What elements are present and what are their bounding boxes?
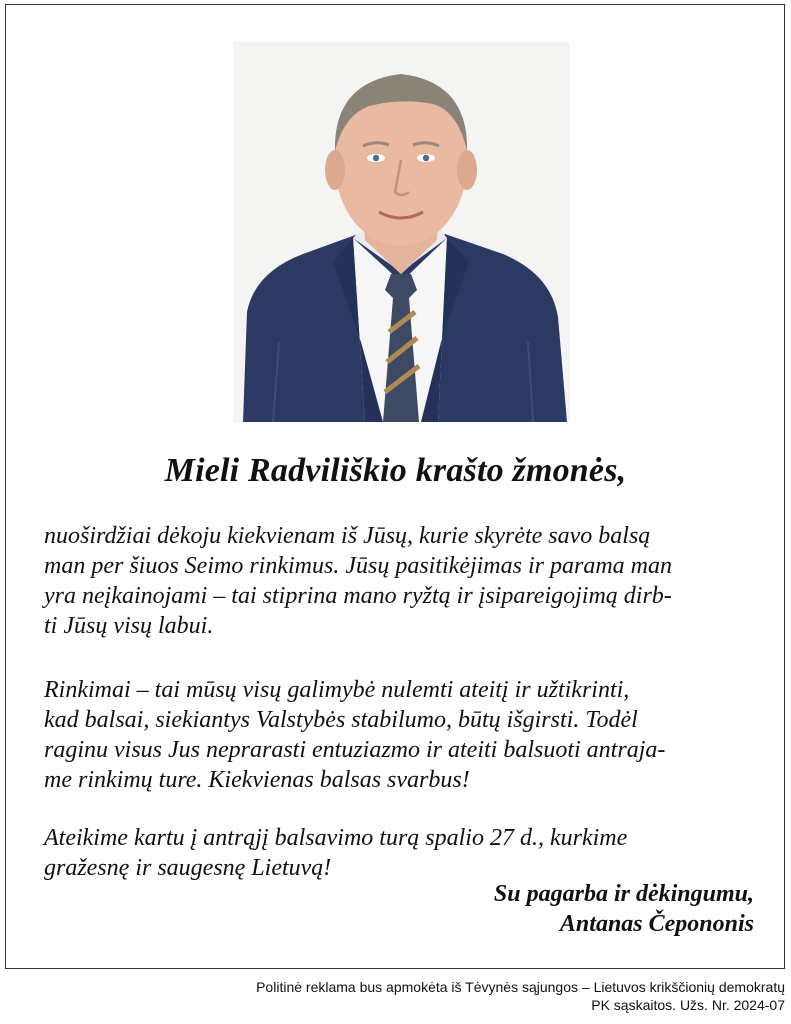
disclaimer-line: PK sąskaitos. Užs. Nr. 2024-07	[591, 997, 785, 1013]
paragraph-line: ti Jūsų visų labui.	[44, 613, 214, 639]
paragraph-line: man per šiuos Seimo rinkimus. Jūsų pasitikėjimas ir parama man	[44, 553, 672, 579]
disclaimer-line: Politinė reklama bus apmokėta iš Tėvynės sąjungos – Lietuvos krikščionių demokratų	[256, 979, 785, 995]
paragraph-call-to-action	[44, 823, 756, 883]
paragraph-line: yra neįkainojami – tai stiprina mano ryžtą ir įsipareigojimą dirb-	[44, 583, 672, 609]
paragraph-line: raginu visus Jus neprarasti entuziazmo ir ateiti balsuoti antraja-	[44, 737, 666, 763]
paragraph-line: kad balsai, siekiantys Valstybės stabilumo, būtų išgirsti. Todėl	[44, 707, 638, 733]
paragraph-line: Ateikime kartu į antrąjį balsavimo turą spalio 27 d., kurkime	[44, 825, 628, 851]
paragraph-line: Rinkimai – tai mūsų visų galimybė nulemti ateitį ir užtikrinti,	[44, 677, 630, 703]
paragraph-line: nuoširdžiai dėkoju kiekvienam iš Jūsų, kurie skyrėte savo balsą	[44, 523, 651, 549]
signature-name: Antanas Čepononis	[559, 911, 754, 937]
closing-phrase: Su pagarba ir dėkingumu,	[493, 881, 754, 907]
paragraph-line: me rinkimų ture. Kiekvienas balsas svarbus!	[44, 767, 470, 793]
greeting-heading: Mieli Radviliškio krašto žmonės,	[164, 452, 627, 489]
paragraph-elections	[44, 675, 756, 795]
political-ad-disclaimer	[256, 978, 785, 1014]
candidate-portrait	[233, 42, 570, 422]
paragraph-thanks	[44, 521, 756, 641]
paragraph-line: gražesnę ir saugesnę Lietuvą!	[44, 855, 332, 881]
